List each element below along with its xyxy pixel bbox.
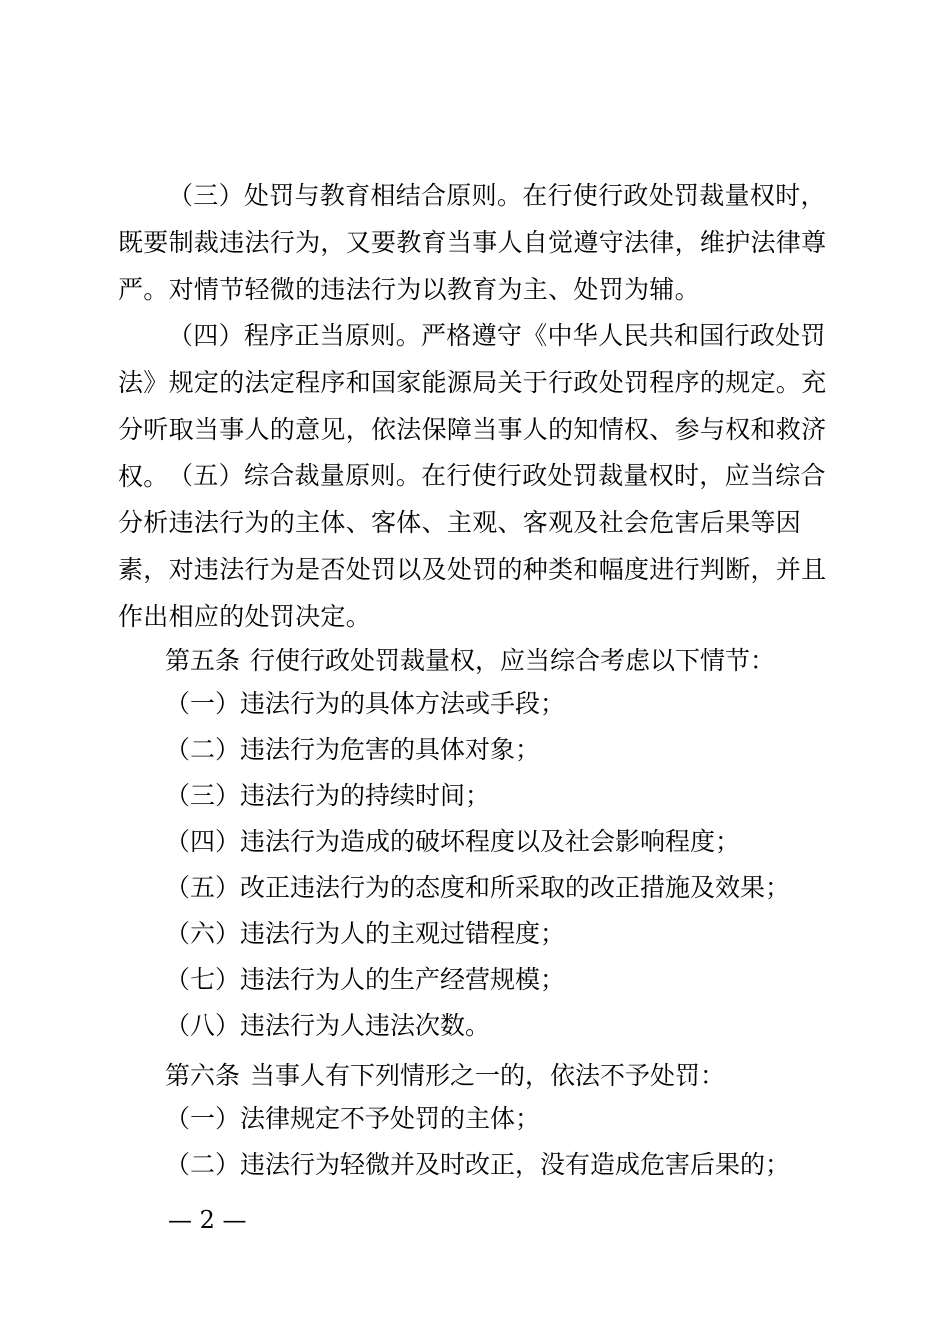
article-6-item: （一）法律规定不予处罚的主体； (165, 1104, 541, 1133)
paragraph-principle-5: （五）综合裁量原则。在行使行政处罚裁量权时，应当综合分析违法行为的主体、客体、主观、客观及社会危害后果等因素，对违法行为是否处罚以及处罚的种类和幅度进行判断，并且作出相应的处罚决定。 (118, 461, 827, 631)
article-6-item: （二）违法行为轻微并及时改正，没有造成危害后果的； (165, 1150, 791, 1179)
article-5-heading (165, 641, 775, 681)
article-6-heading (165, 1056, 725, 1096)
article-5-item: （三）违法行为的持续时间； (165, 781, 491, 810)
paragraph-principle-4: （四）程序正当原则。严格遵守《中华人民共和国行政处罚法》规定的法定程序和国家能源局关于行政处罚程序的规定。充分听取当事人的意见，依法保障当事人的知情权、参与权和救济权。 (118, 321, 827, 491)
article-6-text: 当事人有下列情形之一的，依法不予处罚： (250, 1061, 726, 1090)
paragraph-principle-3: （三）处罚与教育相结合原则。在行使行政处罚裁量权时，既要制裁违法行为，又要教育当事人自觉遵守法律，维护法律尊严。对情节轻微的违法行为以教育为主、处罚为辅。 (118, 181, 827, 304)
article-5-item: （一）违法行为的具体方法或手段； (165, 689, 566, 718)
article-6-number: 第六条 (165, 1061, 241, 1090)
article-5-item: （二）违法行为危害的具体对象； (165, 735, 541, 764)
article-5-item: （五）改正违法行为的态度和所采取的改正措施及效果； (165, 873, 791, 902)
article-5-item: （七）违法行为人的生产经营规模； (165, 965, 566, 994)
article-5-item: （六）违法行为人的主观过错程度； (165, 919, 566, 948)
article-5-text: 行使行政处罚裁量权，应当综合考虑以下情节： (250, 646, 776, 675)
page-number: — 2 — (168, 1206, 247, 1234)
article-5-number: 第五条 (165, 646, 241, 675)
article-5-item: （八）违法行为人违法次数。 (165, 1011, 491, 1040)
article-5-item: （四）违法行为造成的破坏程度以及社会影响程度； (165, 827, 741, 856)
